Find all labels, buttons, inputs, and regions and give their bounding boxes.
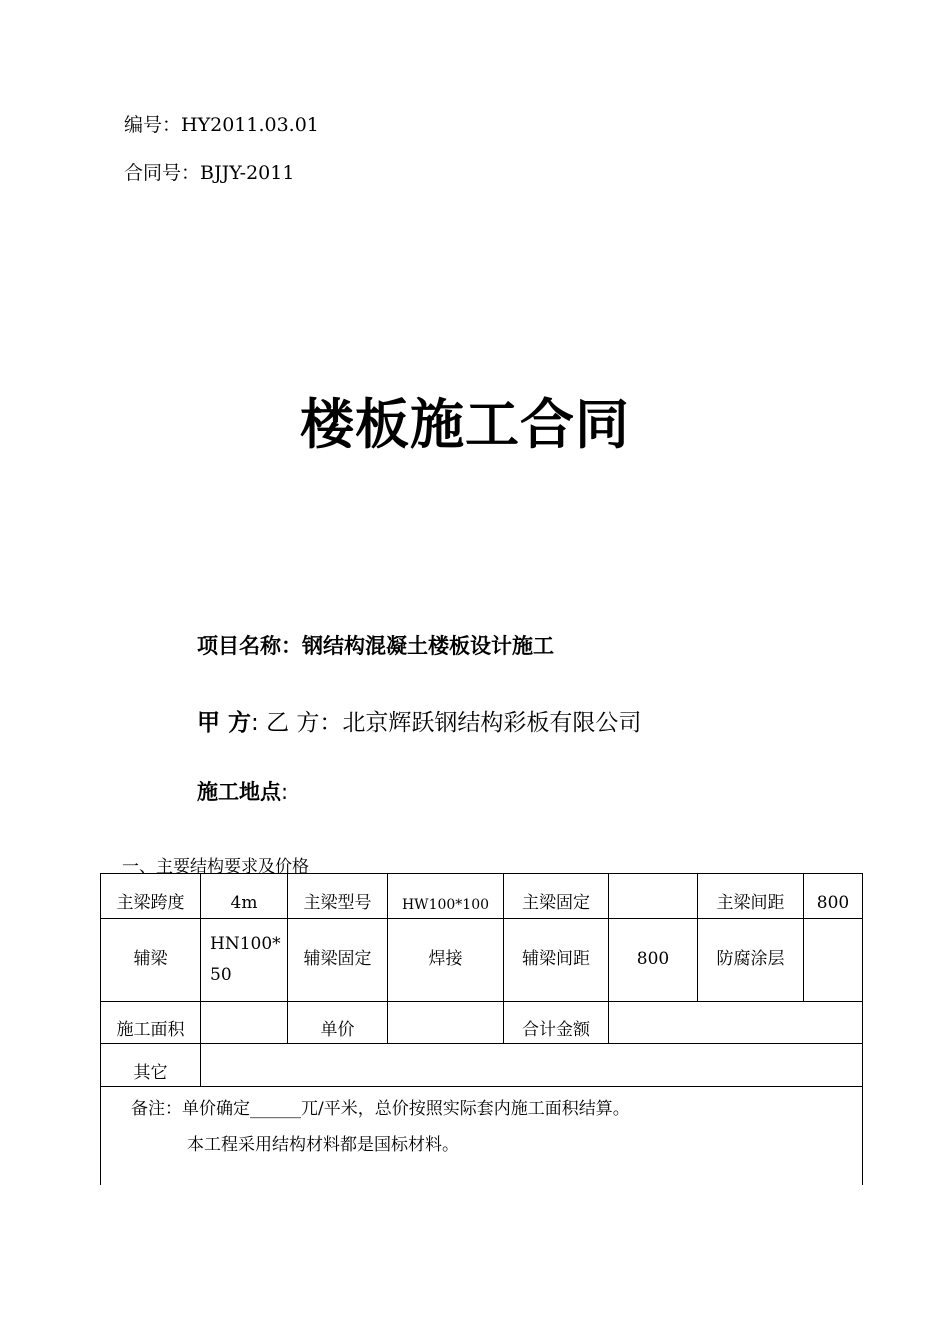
- main-beam-spacing-value: 800: [804, 874, 863, 919]
- sub-beam-label: 辅梁: [101, 919, 201, 1002]
- anticorrosion-coating-value: [804, 919, 863, 1002]
- construction-site-label: 施工地点: [197, 780, 281, 804]
- total-amount-value: [609, 1002, 863, 1044]
- party-b-label: 乙 方：: [266, 710, 343, 736]
- table-row: [101, 919, 863, 1002]
- contract-number: 合同号：BJJY-2011: [124, 162, 295, 184]
- other-value: [201, 1044, 863, 1087]
- main-beam-model-value: HW100*100: [388, 874, 504, 919]
- table-row: [101, 1044, 863, 1087]
- main-beam-fix-label: 主梁固定: [504, 874, 609, 919]
- sub-beam-value: HN100*50: [201, 919, 288, 1002]
- total-amount-label: 合计金额: [504, 1002, 609, 1044]
- party-a-label: 甲 方: [197, 710, 252, 736]
- party-b-value: 北京辉跃钢结构彩板有限公司: [342, 710, 642, 736]
- notes-cell: [101, 1087, 863, 1186]
- sub-beam-fix-label: 辅梁固定: [288, 919, 388, 1002]
- unit-price-label: 单价: [288, 1002, 388, 1044]
- table-row: [101, 1087, 863, 1186]
- construction-site-separator: :: [281, 780, 289, 804]
- sub-beam-spacing-value: 800: [609, 919, 698, 1002]
- construction-site-line: [197, 776, 288, 806]
- main-beam-span-value: 4m: [201, 874, 288, 919]
- project-name-value: 钢结构混凝土楼板设计施工: [302, 634, 554, 658]
- table-row: [101, 874, 863, 919]
- project-name-label: 项目名称：: [197, 634, 302, 658]
- structure-price-table: [100, 873, 863, 1185]
- other-label: 其它: [101, 1044, 201, 1087]
- construction-area-value: [201, 1002, 288, 1044]
- construction-area-label: 施工面积: [101, 1002, 201, 1044]
- notes-line-1: 备注：单价确定______兀/平米，总价按照实际套内施工面积结算。: [131, 1099, 630, 1119]
- sub-beam-spacing-label: 辅梁间距: [504, 919, 609, 1002]
- unit-price-value: [388, 1002, 504, 1044]
- main-beam-spacing-label: 主梁间距: [698, 874, 804, 919]
- main-beam-span-label: 主梁跨度: [101, 874, 201, 919]
- notes-line-2: 本工程采用结构材料都是国标材料。: [187, 1135, 459, 1155]
- contract-title: 楼板施工合同: [300, 393, 630, 456]
- main-beam-model-label: 主梁型号: [288, 874, 388, 919]
- party-a-separator: :: [251, 710, 267, 736]
- project-name-line: [197, 630, 554, 660]
- sub-beam-fix-value: 焊接: [388, 919, 504, 1002]
- document-number: 编号：HY2011.03.01: [124, 114, 319, 136]
- main-beam-fix-value: [609, 874, 698, 919]
- parties-line: [197, 704, 641, 737]
- anticorrosion-coating-label: 防腐涂层: [698, 919, 804, 1002]
- section-heading: 一、主要结构要求及价格: [122, 857, 309, 877]
- table-row: [101, 1002, 863, 1044]
